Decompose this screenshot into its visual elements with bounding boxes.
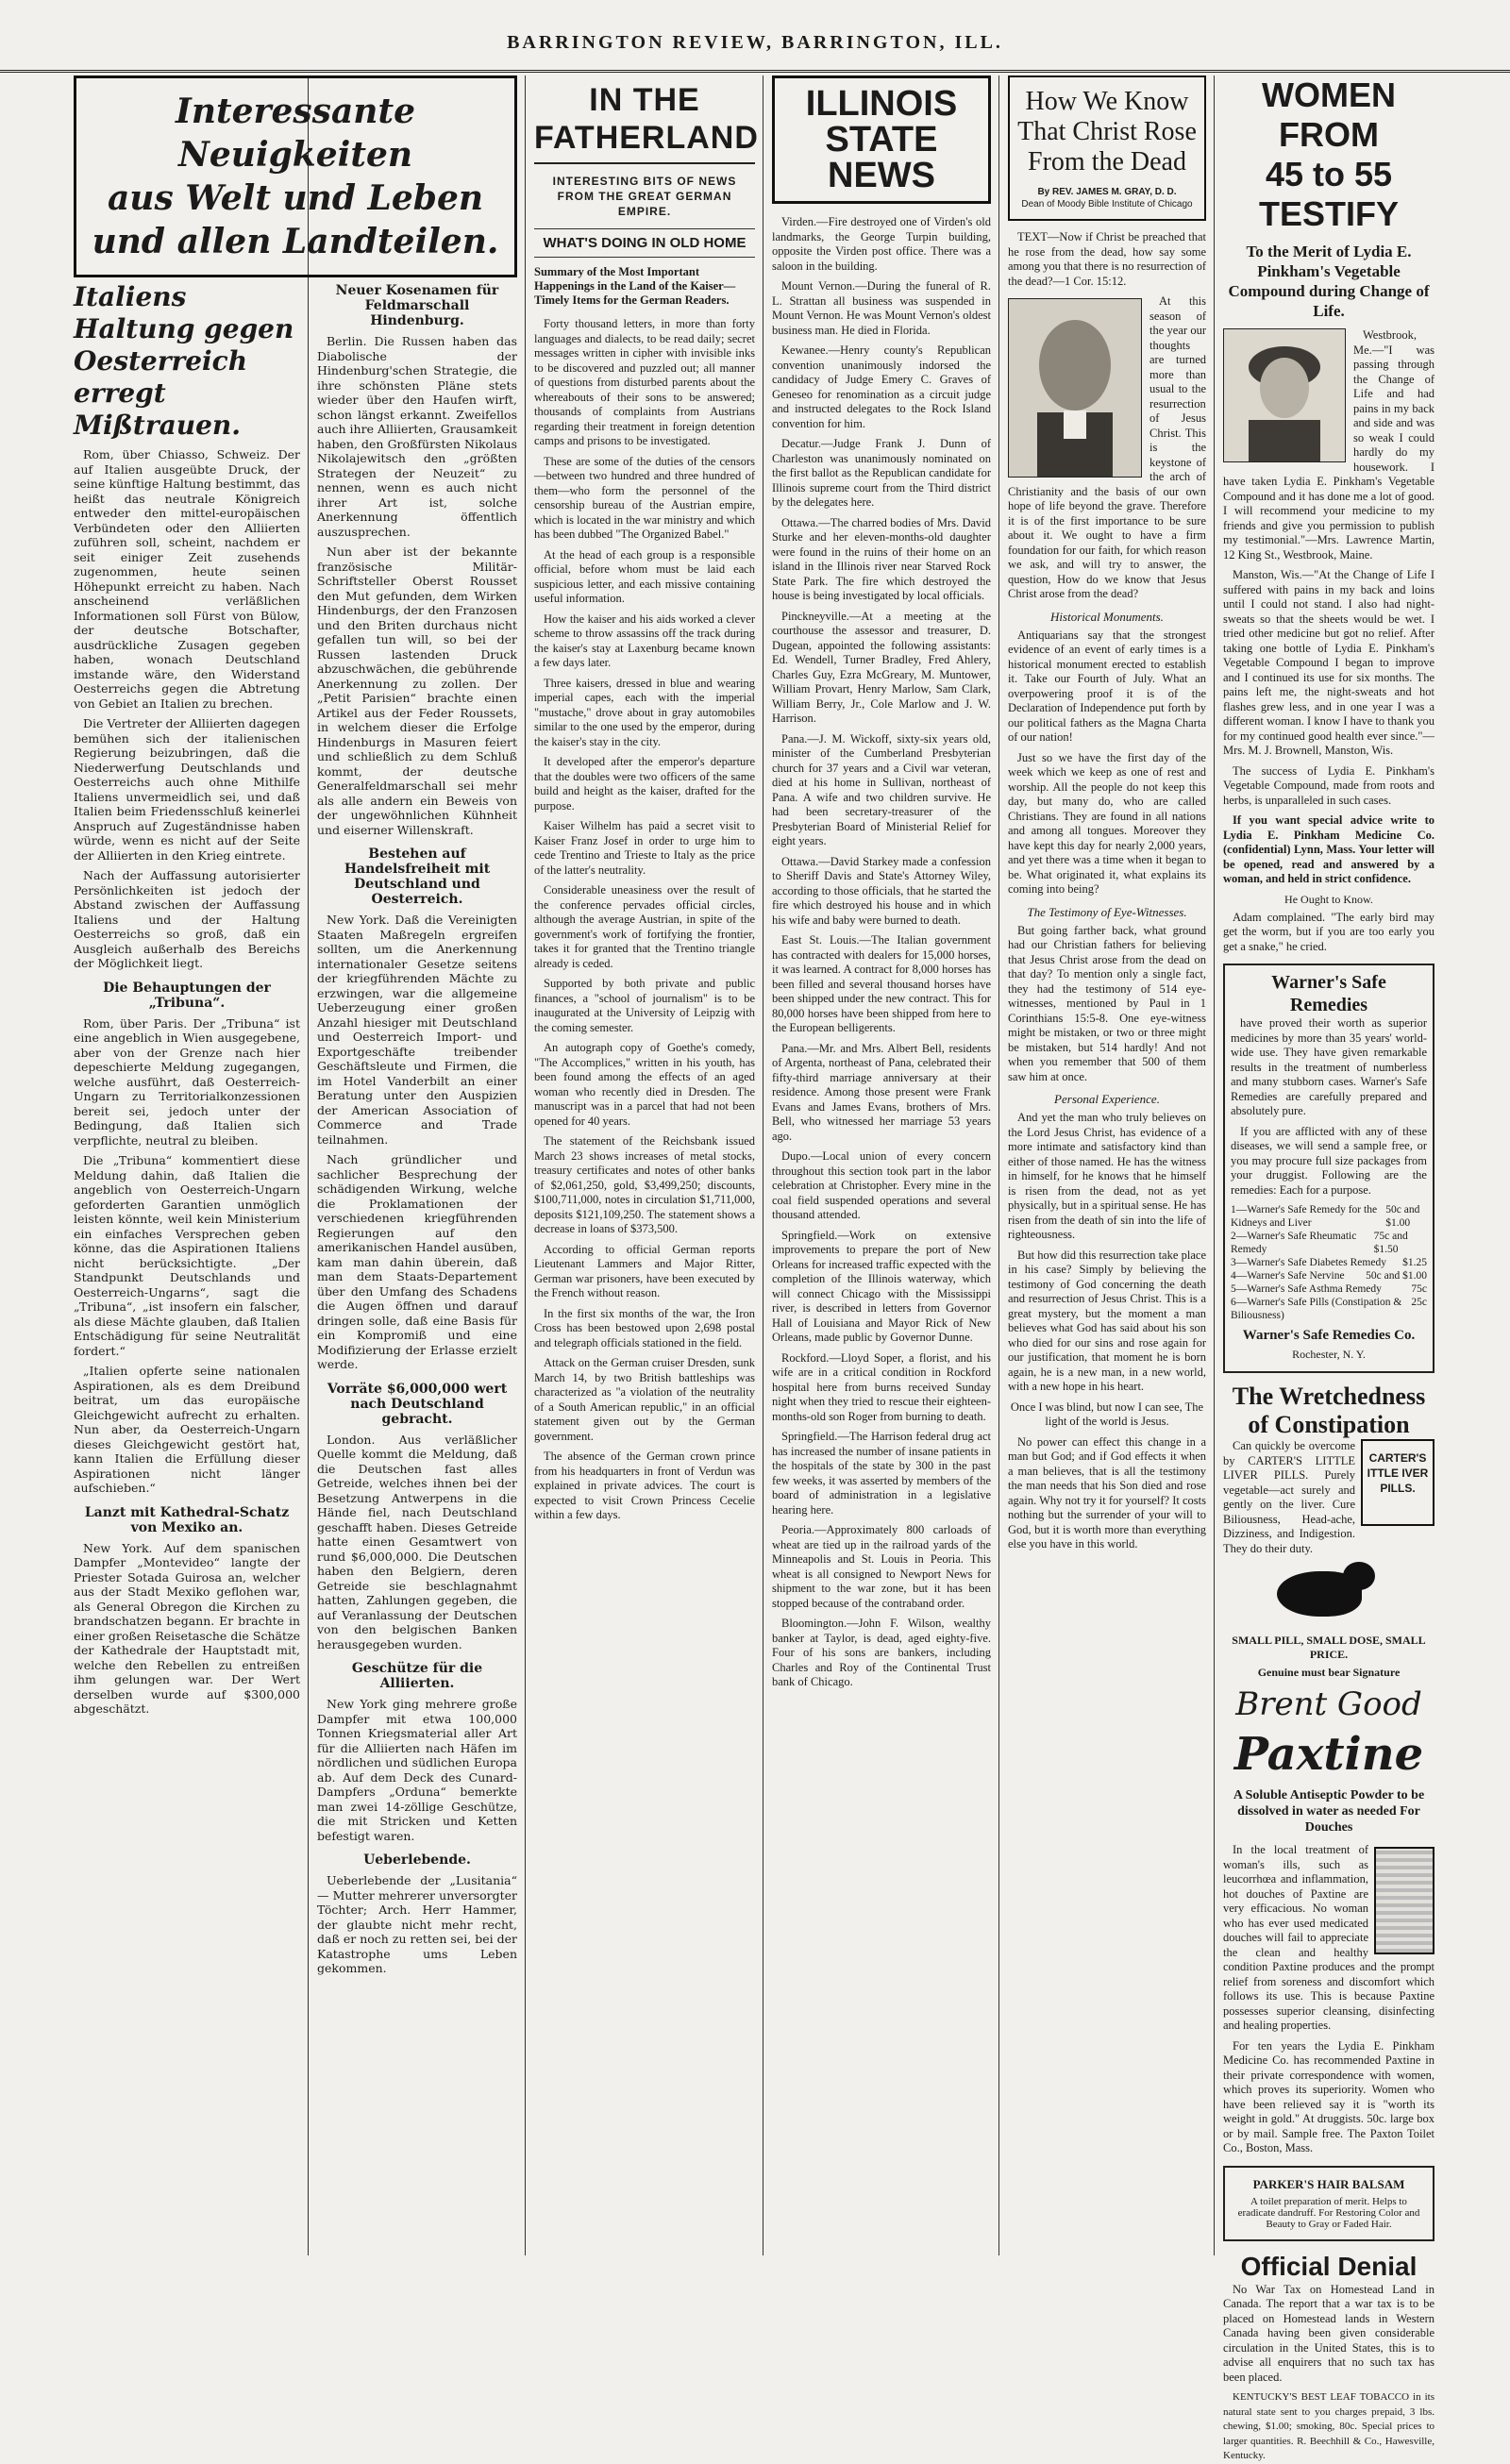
column-1 <box>66 274 308 2255</box>
ad-paragraph: If you want special advice write to Lydia E. Pinkham Medicine Co. (confidential) Lynn, Mass. Your letter will be opened, read and answered by a woman, and held in strict confidence. <box>1223 813 1434 885</box>
column-fatherland <box>527 75 763 2255</box>
news-item: East St. Louis.—The Italian government has contracted with dealers for 15,000 horses, it was learned. A contract for 8,000 horses has been filled and several thousand horses have been shipped under the new contract. This for 80,000 horses have been shipped from here to the European belligerents. <box>772 933 991 1034</box>
remedy-price: 50c and $1.00 <box>1385 1204 1420 1229</box>
ad-headline-line: 45 to 55 TESTIFY <box>1258 155 1399 233</box>
article-paragraph: „Italien opferte seine nationalen Aspirationen, als es dem Dreibund beitrat, um das europäische Gleichgewicht aufrecht zu erhalten. Nun aber, da Oesterreich-Ungarn dieses Gleichgewicht gestört hat, kann Italien die Erfüllung dieser Aspirationen nicht länger aufschieben.“ <box>74 1364 300 1495</box>
masthead-title: BARRINGTON REVIEW, BARRINGTON, ILL. <box>507 32 1003 53</box>
banner-line: Interessante Neuigkeiten <box>176 92 415 175</box>
byline-affiliation: Dean of Moody Bible Institute of Chicago <box>1021 199 1193 210</box>
section-subtitle: INTERESTING BITS OF NEWS FROM THE GREAT GERMAN EMPIRE. <box>552 175 737 218</box>
article-paragraph: London. Aus verläßlicher Quelle kommt die Meldung, daß die Deutschen fast alles Getreide, welches ihnen bei der Besetzung Antwerpens in die Hände fiel, nach Deutschland geschafft haben. Dieses Getreide hatte einen Gesamtwert von rund $6,000,000. Die Deutschen haben den Belgiern, deren Getreide sie beschlagnahmt hatten, Zahlungen gegeben, die auf Veranlassung der Deutschen von den belgischen Banken herausgegeben wurden. <box>317 1432 517 1651</box>
official-denial-title: Official Denial <box>1240 2251 1418 2281</box>
section-title: IN THE FATHERLAND <box>534 81 755 164</box>
remedy-price: 75c <box>1411 1283 1427 1295</box>
company-name: Warner's Safe Remedies Co. <box>1242 1328 1416 1343</box>
title-line: STATE NEWS <box>825 120 938 195</box>
ad-paragraph: If you are afflicted with any of these diseases, we will send a sample free, or you may procure full size packages from your druggist. Following are the remedies: Each for a purpose. <box>1231 1124 1427 1197</box>
ad-headline-line: WOMEN FROM <box>1262 75 1396 154</box>
article-paragraph: Forty thousand letters, in more than forty languages and dialects, to be read daily; secret messages written in cipher with invisible inks to be discovered and puzzled out; all manner of questions from disturbed parents about the whereabouts of their sons to be answered; thousands of complaints from Austrians regarding their treatment in foreign detention camps and prisons to be investigated. <box>534 317 755 447</box>
woman-illustration <box>1224 329 1345 461</box>
article-paragraph: Antiquarians say that the strongest evidence of an event of early times is a historical monument erected to establish it. Take our Fourth of July. What an overpowering proof it is of the Declaration of Independence put forth by our political fathers as the Magna Charta of our nation! <box>1008 628 1206 744</box>
testimonial: Manston, Wis.—"At the Change of Life I suffered with pains in my back and loins until I could not stand. I also had night-sweats so that the sheets would be wet. I tried other medicine but got no relief. After taking one bottle of Lydia E. Pinkham's Vegetable Compound I began to improve and I continued its use for six months. The pains left me, the night-sweats and hot flashes grew less, and in one year I was a different woman. I know I have to thank you for my continued good health ever since."—Mrs. M. J. Brownell, Manston, Wis. <box>1223 568 1434 757</box>
company-city: Rochester, N. Y. <box>1292 1348 1366 1361</box>
news-item: Rockford.—Lloyd Soper, a florist, and his wife are in a critical condition in Rockford hospital here from burns received Sunday night when they tried to rescue their eighteen-months-old son Roger from burning to death. <box>772 1350 991 1423</box>
ad-paragraph: In the local treatment of woman's ills, such as leucorrhœa and inflammation, hot douches of Paxtine are very efficacious. No woman who has ever used medicated douches will fail to appreciate the clean and healthy condition Paxtine produces and the prompt relief from soreness and discomfort which follows its use. This is because Paxtine possesses superior cleansing, disinfecting and healing properties. <box>1223 1843 1434 2032</box>
testimonial: Westbrook, Me.—"I was passing through the Change of Life and had pains in my back and side and was so weak I could hardly do my housework. I have taken Lydia E. Pinkham's Vegetable Compound and it has done me a lot of good. I will recommend your medicine to my friends and give you permission to publish my testimonial."—Mrs. Lawrence Martin, 12 King St., Westbrook, Maine. <box>1223 328 1434 562</box>
hymn-lines: Once I was blind, but now I can see, The light of the world is Jesus. <box>1010 1400 1204 1428</box>
news-item: Kewanee.—Henry county's Republican convention unanimously indorsed the candidacy of Judge Emery C. Graves of Geneseo for renomination as a circuit judge and instructed delegates to the Rock Island convention for him. <box>772 344 991 430</box>
article-paragraph: Nach der Auffassung autorisierter Persönlichkeiten ist jedoch der Abstand zwischen der Auffassung Italiens und der Haltung Oesterreichs so groß, daß ein Ausgleich außerhalb des Bereichs der Möglichkeit liegt. <box>74 868 300 970</box>
masthead <box>0 0 1510 73</box>
warners-title: Warner's Safe Remedies <box>1271 972 1386 1015</box>
article-paragraph: Considerable uneasiness over the result of the conference pervades official circles, although the average Austrian, in spite of the government's work of fortifying the frontier, takes it for granted that the Trentino triangle already is ceded. <box>534 883 755 970</box>
article-paragraph: Ueberlebende der „Lusitania“ — Mutter mehrerer unversorgter Töchter; Arch. Herr Hammer, der glaubte nicht mehr recht, daß er noch zu retten sei, bei der Katastrophe ums Leben gekommen. <box>317 1873 517 1975</box>
column-sermon <box>1000 75 1214 2255</box>
news-item: Mount Vernon.—During the funeral of R. L. Strattan all business was suspended in Mount Vernon. He was Mount Vernon's oldest business man. He died in Florida. <box>772 279 991 337</box>
article-paragraph: New York. Auf dem spanischen Dampfer „Montevideo“ langte der Priester Sotada Guirosa an, welcher aus der Stadt Mexiko geflohen war, als General Obregon die Kirchen zu brandschatzen begann. Er brachte in einer großen Reisetasche die Schätze der Kathedrale der Hauptstadt mit, welche den Rebellen zu entreißen ihm gelungen war. Der Wert derselben wurde auf $300,000 abgeschätzt. <box>74 1540 300 1716</box>
news-item: Pana.—J. M. Wickoff, sixty-six years old, minister of the Cumberland Presbyterian church for 37 years and a Civil war veteran, died at his home in Sullivan, northeast of Pana. A wife and two children survive. He had been secretary-treasurer of the Presbyterian Board of Ministerial Relief for eight years. <box>772 731 991 847</box>
ad-paragraph: For ten years the Lydia E. Pinkham Medicine Co. has recommended Paxtine in their private correspondence with women, which proves its superiority. Women who have been relieved say it is "worth its weight in gold." At druggists. 50c. large box or by mail. Sample free. The Paxton Toilet Co., Boston, Mass. <box>1223 2038 1434 2154</box>
carters-headline: The Wretchedness of Constipation <box>1232 1383 1426 1438</box>
article-paragraph: And yet the man who truly believes on the Lord Jesus Christ, has evidence of a more intimate and satisfactory kind than either of those named. He has the witness in himself, for he knows that he himself is risen from the dead, not as yet physically, but in a spiritual sense. He has risen from the death of sin into the life of righteousness. <box>1008 1111 1206 1241</box>
ad-paragraph: Can quickly be overcome by CARTER'S LITTLE LIVER PILLS. Purely vegetable—act surely and gently on the liver. Cure Biliousness, Head-ache, Dizziness, and Indigestion. They do their duty. <box>1223 1439 1355 1555</box>
remedy-name: 2—Warner's Safe Rheumatic Remedy <box>1231 1231 1357 1255</box>
column-ads <box>1216 75 1442 2461</box>
article-paragraph: Attack on the German cruiser Dresden, sunk March 14, by two British battleships was characterized as "a violation of the neutrality of a South American republic," in an official statement given out by the German government. <box>534 1356 755 1443</box>
column-rule <box>525 75 526 2255</box>
article-paragraph: New York. Daß die Vereinigten Staaten Maßregeln ergreifen sollten, um die Anerkennung internationaler Gesetze seitens der kriegführenden Mächte zu erzwingen, war die allgemeine Ueberzeugung einer großen Anzahl hiesiger mit Deutschland und Oesterreich Import- und Exportgeschäfte treibender Geschäftsleute und Firmen, die im Hotel Vanderbilt an einer Beratung unter den Auspizien der American Association of Commerce and Trade teilnahmen. <box>317 913 517 1147</box>
news-item: Springfield.—Work on extensive improvements to prepare the port of New Orleans for increased traffic expected with the completion of the Illinois waterway, which will connect Chicago with the Mississippi river, is described in letters from Governor Hall of Louisiana and Mayor Rick of New Orleans, made public by Governor Dunne. <box>772 1228 991 1344</box>
ad-paragraph: have proved their worth as superior medicines by more than 35 years' world-wide use. They have given remarkable results in the treatment of numberless and many stubborn cases. Warner's Safe Remedies are carefully prepared and absolutely pure. <box>1231 1016 1427 1117</box>
banner-line: und allen Landteilen. <box>92 222 499 261</box>
portrait-illustration <box>1009 299 1141 477</box>
remedy-name: 1—Warner's Safe Remedy for the Kidneys and Liver <box>1231 1204 1378 1229</box>
remedy-row <box>1231 1230 1427 1256</box>
article-paragraph: An autograph copy of Goethe's comedy, "The Accomplices," written in his youth, has been found among the effects of an aged woman who recently died in Dresden. The manuscript was in a parcel that had not been opened for 40 years. <box>534 1041 755 1128</box>
article-paragraph: But how did this resurrection take place in his case? Simply by believing the testimony of God concerning the death and resurrection of Jesus Christ. This is a great mystery, but the moment a man believes what God has said about his son who died for our sins and rose again for our justification, that moment he is born again, he is a new man, in a new world, with a new hope in his heart. <box>1008 1248 1206 1393</box>
scripture-text: TEXT—Now if Christ be preached that he rose from the dead, how say some among you that there is no resurrection of the dead?—1 Cor. 15:12. <box>1008 230 1206 288</box>
article-paragraph: Just so we have the first day of the week which we keep as one of rest and worship. All the people do not keep this day, but many do, who are called Christians. They are found in all nations and among all tongues. Moreover they have kept this day for nearly 2,000 years, and yet there was a time when it began to be. What originated it, what explains its coming into being? <box>1008 750 1206 896</box>
remedy-price: 50c and $1.00 <box>1366 1270 1427 1282</box>
article-paragraph: These are some of the duties of the censors—between two hundred and three hundred of them—who form the personnel of the censorship bureau of the Austrian empire, which is located in the war ministry and which has been dubbed "The Organized Babel." <box>534 454 755 541</box>
subheading: The Testimony of Eye-Witnesses. <box>1027 904 1187 919</box>
column-rule <box>308 75 309 2255</box>
ad-headline <box>1223 75 1434 234</box>
remedy-row <box>1231 1256 1427 1269</box>
title-line: ILLINOIS <box>805 84 958 124</box>
remedy-price: 25c <box>1411 1297 1427 1308</box>
article-paragraph: Kaiser Wilhelm has paid a secret visit to Kaiser Franz Josef in order to urge him to cede Trentino and Trieste to Italy as the price of the latter's neutrality. <box>534 819 755 877</box>
article-paragraph: Die Vertreter der Alliierten dagegen bemühen sich der italienischen Regierung beizubringen, daß die Niederwerfung Deutschlands und Oesterreichs auch ohne Mithilfe Italiens unvermeidlich sei, und daß Italien beim Friedensschluß keinerlei Anspruch auf Zugeständnisse haben würde, wenn es nicht auf der Seite der Alliierten in den Krieg eintrete. <box>74 716 300 863</box>
banner-line: aus Welt und Leben <box>107 178 484 218</box>
german-banner-wrap <box>66 75 525 274</box>
article-paragraph: But going farther back, what ground had our Christian fathers for believing that Jesus Christ arose from the dead on that day? To mention only a single fact, they had the testimony of 514 eye-witnesses, mentioned by Paul in 1 Corinthians 15:5-8. One eye-witness might be mistaken, or two or three might be mistaken, but 514 hardly! And not when you remember that 500 of them saw him at once. <box>1008 923 1206 1083</box>
remedy-list <box>1231 1203 1427 1322</box>
article-paragraph: According to official German reports Lieutenant Lammers and Major Ritter, German war prisoners, have been executed by the French without reason. <box>534 1242 755 1299</box>
article-paragraph: New York ging mehrere große Dampfer mit etwa 100,000 Tonnen Kriegsmaterial aller Art für die Alliierten nach Häfen im nördlichen und südlichen Europa ab. Auf dem Deck des Cunard-Dampfers „Orduna“ bemerkte man zwei 14-zöllige Geschütze, die mit Stricken und Ketten befestigt waren. <box>317 1697 517 1843</box>
column-2 <box>310 274 525 2255</box>
news-item: Bloomington.—John F. Wilson, wealthy banker at Taylor, is dead, aged eighty-five. Four of his sons are bankers, including Charles and Roy of the Continental Trust bank of Chicago. <box>772 1617 991 1688</box>
remedy-name: 5—Warner's Safe Asthma Remedy <box>1231 1283 1382 1295</box>
summary: Summary of the Most Important Happenings in the Land of the Kaiser—Timely Items for the German Readers. <box>534 265 736 307</box>
remedy-price: 75c and $1.50 <box>1373 1231 1408 1255</box>
sermon-title-box <box>1008 75 1206 221</box>
news-item: Peoria.—Approximately 800 carloads of wheat are tied up in the railroad yards of the Minneapolis and St. Louis in Peoria. This wheat is all consigned to Newport News for shipment to the war zone, but it has been stopped because of the contraband order. <box>772 1523 991 1610</box>
ad-subheadline: To the Merit of Lydia E. Pinkham's Vegetable Compound during Change of Life. <box>1228 243 1430 320</box>
article-paragraph: Nach gründlicher und sachlicher Besprechung der schädigenden Wirkung, welche die Proklamationen der verschiedenen kriegführenden Regierungen auf den amerikanischen Handel ausüben, kam man dahin überein, daß man dem Staats-Departement über den Umfang des Schadens die Augen öffnen und darauf dringen solle, daß eine Basis für ein Kompromiß und eine Modifizierung der Erlasse erzielt werde. <box>317 1152 517 1371</box>
german-banner <box>74 75 517 277</box>
article-paragraph: In the first six months of the war, the Iron Cross has been bestowed upon 2,698 postal and telegraph officials stationed in the field. <box>534 1306 755 1349</box>
headline: Neuer Kosenamen für Feldmarschall Hindenburg. <box>335 283 499 328</box>
ad-tagline: Genuine must bear Signature <box>1257 1666 1401 1679</box>
subheading: Personal Experience. <box>1054 1092 1160 1106</box>
remedy-row <box>1231 1269 1427 1282</box>
parker-title: PARKER'S HAIR BALSAM <box>1252 2176 1405 2191</box>
article-paragraph: At the head of each group is a responsible official, before whom must be laid each suspicious letter, and each missive containing useful information. <box>534 547 755 605</box>
signature: Brent Good <box>1235 1685 1422 1723</box>
article-paragraph: Nun aber ist der bekannte französische Militär-Schriftsteller Oberst Rousset den Mut gefunden, dem Wirken Hindenburgs, der den Franzosen und den Briten durchaus nicht gefallen tun will, so bei der Russen lastenden Druck abzuschwächen, die gebührende Anerkennung zu zollen. Der „Petit Parisien“ brachte einen Artikel aus der Feder Roussets, in welchem dieser die Erfolge Hindenburgs in Masuren feiert und schließlich zu dem Schluß kommt, der deutsche Generalfeldmarschall sei mehr als alle andern ein Beweis von der ungewöhnlichen Kühnheit und eiserner Willenskraft. <box>317 545 517 837</box>
parker-ad <box>1223 2166 1434 2241</box>
subheading: Historical Monuments. <box>1050 609 1164 624</box>
byline: By REV. JAMES M. GRAY, D. D. <box>1037 187 1177 197</box>
remedy-price: $1.25 <box>1402 1257 1427 1268</box>
article-paragraph: It developed after the emperor's departure that the doubles were two officers of the same build and height as the kaiser, drafted for the purpose. <box>534 755 755 813</box>
ad-paragraph: The success of Lydia E. Pinkham's Vegetable Compound, made from roots and herbs, is unparalleled in such cases. <box>1223 763 1434 807</box>
sermon-title: How We Know That Christ Rose From the Dead <box>1017 87 1197 176</box>
news-item: Ottawa.—David Starkey made a confession to Sheriff Davis and State's Attorney Wiley, according to those officials, that he started the fire which destroyed his house and in which his wife and baby were burned to death. <box>772 854 991 927</box>
article-paragraph: Rom, über Paris. Der „Tribuna“ ist eine angeblich in Wien ausgegebene, aber von der Grenze nach hier depeschierte Meldung zugegangen, welche ausführt, daß Oesterreich-Ungarn zu Territorialkonzessionen bereit sei, jedoch unter der Bedingung, daß Italien sich verpflichte, neutral zu bleiben. <box>74 1015 300 1148</box>
paxtine-logo: Paxtine <box>1233 1728 1424 1781</box>
article-paragraph: Die „Tribuna“ kommentiert diese Meldung dahin, daß Italien die angeblich von Oesterreich-Ungarn geforderten Garantien unmöglich leisten könnte, weil kein Ministerium ein einfaches Versprechen geben könne, das die Aspirationen Italiens nicht berücksichtigte. „Der Standpunkt Deutschlands und Oesterreich-Ungarns“, sagt die „Tribuna“, „ist insofern ein falscher, als diese Mächte glauben, daß Italien Entschädigung für seine Neutralität fordert.“ <box>74 1153 300 1358</box>
news-item: Pana.—Mr. and Mrs. Albert Bell, residents of Argenta, northeast of Pana, celebrated their fifty-third marriage anniversary at their residence. Among those present were Frank Evans and James Evans, brothers of Mrs. Bell, who witnessed her marriage 53 years ago. <box>772 1041 991 1143</box>
news-item: Virden.—Fire destroyed one of Virden's old landmarks, the George Turpin building, opposite the Virden post office. There was a saloon in the building. <box>772 215 991 273</box>
remedy-name: 3—Warner's Safe Diabetes Remedy <box>1231 1257 1386 1268</box>
remedy-row <box>1231 1203 1427 1230</box>
headline: Vorräte $6,000,000 wert nach Deutschland gebracht. <box>327 1381 508 1427</box>
article-paragraph: The absence of the German crown prince from his headquarters in front of Verdun was explained in private advices. The court is expected to visit Crown Princess Cecelie within a few days. <box>534 1450 755 1521</box>
headline: Lanzt mit Kathedral-Schatz von Mexiko an. <box>84 1504 290 1535</box>
ad-tagline: SMALL PILL, SMALL DOSE, SMALL PRICE. <box>1232 1634 1426 1661</box>
crow-icon <box>1277 1562 1381 1628</box>
article-paragraph: No power can effect this change in a man but God; and if God effects it when a man believes, that is all the testimony the man needs that his Son died and rose again. Why not try it for yourself? It costs nothing but the surrender of your will to God, but it is worth more than everything else you have in this world. <box>1008 1434 1206 1550</box>
testimonial-portrait <box>1223 328 1346 462</box>
pill-box: CARTER'S ITTLE IVER PILLS. <box>1361 1439 1434 1526</box>
article-paragraph: Three kaisers, dressed in blue and wearing imperial capes, each with the imperial "mustache," drove about in gray automobiles similar to the one used by the emperor, during the kaiser's stay in the city. <box>534 676 755 748</box>
column-rule <box>1214 75 1215 2255</box>
column-rule <box>998 75 999 2255</box>
paxtine-subtitle: A Soluble Antiseptic Powder to be dissolved in water as needed For Douches <box>1233 1788 1425 1835</box>
column-illinois <box>764 75 998 2255</box>
filler-text: Adam complained. "The early bird may get the worm, but if you are too early you get a snake," he cried. <box>1223 910 1434 953</box>
remedy-row <box>1231 1282 1427 1296</box>
article-paragraph: At this season of the year our thoughts are turned more than usual to the resurrection of Jesus Christ. This is the keystone of the arch of Christianity and the basis of our own hope of life beyond the grave. Therefore it is of the first importance to be sure about it. We ought to have a firm foundation for our faith, for which reason we ask, and will try to answer, the question, How do we know that Jesus Christ arose from the dead? <box>1008 294 1206 600</box>
remedy-row <box>1231 1296 1427 1322</box>
remedy-name: 4—Warner's Safe Nervine <box>1231 1270 1345 1282</box>
paxtine-box-icon <box>1374 1847 1434 1954</box>
remedy-name: 6—Warner's Safe Pills (Constipation & Biliousness) <box>1231 1297 1402 1321</box>
article-paragraph: The statement of the Reichsbank issued March 23 shows increases of metal stocks, treasury certificates and notes of other banks of $2,061,250, gold, $3,499,250; discounts, $100,711,000, notes in circulation $1,711,000, deposits $121,109,250. The statement shows a decrease in loans of $373,500. <box>534 1134 755 1235</box>
author-portrait <box>1008 298 1142 478</box>
news-item: Ottawa.—The charred bodies of Mrs. David Sturke and her eleven-months-old daughter were found in the ruins of their home on an island in the Illinois river near Starved Rock State Park. The fire which destroyed the house is being investigated by local officials. <box>772 515 991 602</box>
news-item: Pinckneyville.—At a meeting at the courthouse the assessor and treasurer, D. Dugean, appointed the following assistants: Ed. Wendell, Turner Bradley, Fred Ahlery, Charles Guy, Ezra McGreary, M. Muntower, William Provart, Henry Marlow, Sam Clark, William Berry, Jr., Cole Marlow and J. W. Harrison. <box>772 609 991 725</box>
headline: Italiens Haltung gegen Oesterreich erregt Mißtrauen. <box>74 281 294 441</box>
section-heading: WHAT'S DOING IN OLD HOME <box>534 228 755 258</box>
parker-text: A toilet preparation of merit. Helps to eradicate dandruff. For Restoring Color and Beauty to Gray or Faded Hair. <box>1237 2195 1420 2230</box>
headline: Ueberlebende. <box>363 1852 471 1868</box>
warners-ad <box>1223 964 1434 1373</box>
headline: Geschütze für die Alliierten. <box>351 1661 483 1691</box>
news-item: Springfield.—The Harrison federal drug act has increased the number of insane patients in the hospitals of the state by 300 in the past few weeks, it was asserted by members of the board of administration in a legislative hearing here. <box>772 1430 991 1517</box>
ad-paragraph: KENTUCKY'S BEST LEAF TOBACCO in its natural state sent to you charges prepaid, 3 lbs. chewing, $1.00; smoking, 80c. Special prices to larger quantities. R. Beechhill & Co., Hawesville, Kentucky. <box>1223 2391 1434 2461</box>
article-paragraph: Supported by both private and public finances, a "school of journalism" is to be inaugurated at the University of Leipzig with the coming semester. <box>534 977 755 1034</box>
filler-heading: He Ought to Know. <box>1284 892 1373 906</box>
article-paragraph: How the kaiser and his aids worked a clever scheme to throw assassins off the track during the kaiser's stay at Laxenburg became known a few days later. <box>534 612 755 669</box>
headline: Die Behauptungen der „Tribuna“. <box>103 980 271 1011</box>
news-item: Decatur.—Judge Frank J. Dunn of Charleston was unanimously nominated on the first ballot as the Republican candidate for Illinois supreme court from the Third district by the delegates here. <box>772 437 991 509</box>
ad-paragraph: No War Tax on Homestead Land in Canada. The report that a war tax is to be placed on Homestead lands in Western Canada having been given considerable circulation in the United States, this is to advise all enquirers that no such tax has been placed. <box>1223 2282 1434 2384</box>
article-paragraph: Rom, über Chiasso, Schweiz. Der auf Italien ausgeübte Druck, der seine künftige Haltung bestimmt, das heißt das neutrale Königreich entweder den mittel-europäischen Verbündeten oder den Alliierten zuführen soll, scheint, nachdem er seit einiger Zeit zusehends zugenommen, heute seinen Höhepunkt erreicht zu haben. Nach anscheinend verläßlichen Informationen soll Fürst von Bülow, der deutsche Botschafter, ausdrückliche Zusagen gegeben haben, wonach Deutschland imstande wäre, den Widerstand Oesterreichs gegen die Abtretung von Gebiet an Italien zu brechen. <box>74 447 300 711</box>
section-title <box>772 75 991 204</box>
news-item: Dupo.—Local union of every concern throughout this section took part in the labor celebration at Christopher. Every mine in the coal field suspended operations and several thousand attended. <box>772 1149 991 1221</box>
article-paragraph: Berlin. Die Russen haben das Diabolische der Hindenburg'schen Strategie, die ihre schönsten Pläne stets wieder über den Haufen wirft, schon längst erkannt. Zweifellos auch ihre Alliierten, Grausamkeit haben, den Großfürsten Nikolaus Nikolajewitsch den „größten Strategen der Neuzeit“ zu nennen, wenn es auch nicht ihrer Art ist, solche Anerkennung öffentlich auszusprechen. <box>317 334 517 539</box>
headline: Bestehen auf Handelsfreiheit mit Deutschland und Oesterreich. <box>344 846 491 907</box>
